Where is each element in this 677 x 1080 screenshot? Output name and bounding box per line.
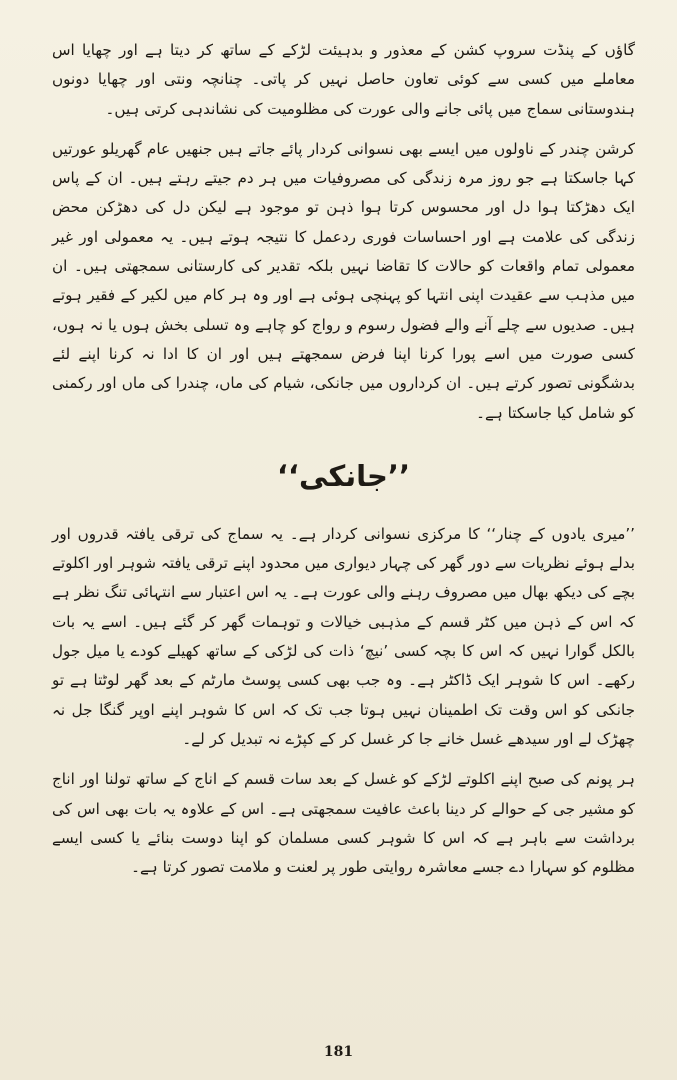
paragraph-gap — [52, 754, 635, 765]
paragraph-gap — [52, 124, 635, 135]
page-number: 181 — [323, 1044, 354, 1060]
paragraph-2: کرشن چندر کے ناولوں میں ایسے بھی نسوانی کردار پائے جاتے ہیں جنھیں عام گھریلو عورتیں کہا جاسکتا ہے جو روز مرہ زندگی کی مصروفیات میں ہر دم جیتے رہتے ہیں۔ ان کے پاس ایک دھڑکتا ہوا دل اور محسوس کرتا ہوا ذہن تو موجود ہے لیکن دل کی دھڑکن محض زندگی کی علامت ہے اور احساسات فوری ردعمل کا نتیجہ ہوتے ہیں۔ یہ معمولی اور غیر معمولی تمام واقعات کو حالات کا تقاضا نہیں بلکہ تقدیر کی کارستانی سمجھتی ہیں۔ ان میں مذہب سے عقیدت اپنی انتہا کو پہنچی ہوئی ہے اور وہ ہر کام میں لکیر کے فقیر ہوتے ہیں۔ صدیوں سے چلے آنے والے فضول رسوم و رواج کو چاہے وہ تسلی بخش ہوں یا نہ ہوں، کسی صورت میں اسے پورا کرنا اپنا فرض سمجھتے ہیں اور ان کا ادا نہ کرنا اپنے لئے بدشگونی تصور کرتے ہیں۔ ان کرداروں میں جانکی، شیام کی ماں، چندرا کی ماں اور رکمنی کو شامل کیا جاسکتا ہے۔ — [52, 139, 635, 422]
section-heading: ’’جانکی‘‘ — [277, 458, 410, 493]
paragraph-1: گاؤں کے پنڈت سروپ کشن کے معذور و بدہیئت لڑکے کے ساتھ کر دیتا ہے اور چھایا اس معاملے میں کسی سے کوئی تعاون حاصل نہیں کر پاتی۔ چنانچہ ونتی اور چھایا دونوں ہندوستانی سماج میں پائی جانے والی عورت کی مظلومیت کی نشاندہی کرتی ہیں۔ — [52, 41, 635, 118]
paragraph-4: ہر پونم کی صبح اپنے اکلوتے لڑکے کو غسل کے بعد سات قسم کے اناج کے ساتھ تولنا اور اناج کو مشیر جی کے حوالے کر دینا باعث عافیت سمجھتی ہے۔ اس کے علاوہ یہ بات بھی اس کی برداشت سے باہر ہے کہ اس کا شوہر کسی مسلمان کو اپنا دوست بنائے یا کسی ایسے مظلوم کو سہارا دے جسے معاشرہ روایتی طور پر لعنت و ملامت تصور کرتا ہے۔ — [52, 770, 635, 877]
paragraph-3: ’’میری یادوں کے چنار‘‘ کا مرکزی نسوانی کردار ہے۔ یہ سماج کی ترقی یافتہ قدروں اور بدلے ہوئے نظریات سے دور گھر کی چہار دیواری میں محدود اپنے ترقی یافتہ شوہر اور اکلوتے بچے کی دیکھ بھال میں مصروف رہنے والی عورت ہے۔ یہ اس اعتبار سے انتہائی تنگ نظر ہے کہ اس کے ذہن میں کٹر قسم کے مذہبی خیالات و توہمات گھر کر گئے ہیں۔ اسے یہ بات بالکل گوارا نہیں کہ اس کا بچہ کسی ’نیچ‘ ذات کی لڑکی کے ساتھ کھیلے کودے یا میل جول رکھے۔ اس کا شوہر ایک ڈاکٹر ہے۔ وہ جب بھی کسی پوسٹ مارٹم کے بعد گھر لوٹتا ہے تو جانکی کو اس وقت تک اطمینان نہیں ہوتا جب تک کہ اس کا شوہر اپنے اوپر گنگا جل نہ چھڑک لے اور سیدھے غسل خانے جا کر غسل کر کے کپڑے نہ تبدیل کر لے۔ — [52, 524, 635, 748]
